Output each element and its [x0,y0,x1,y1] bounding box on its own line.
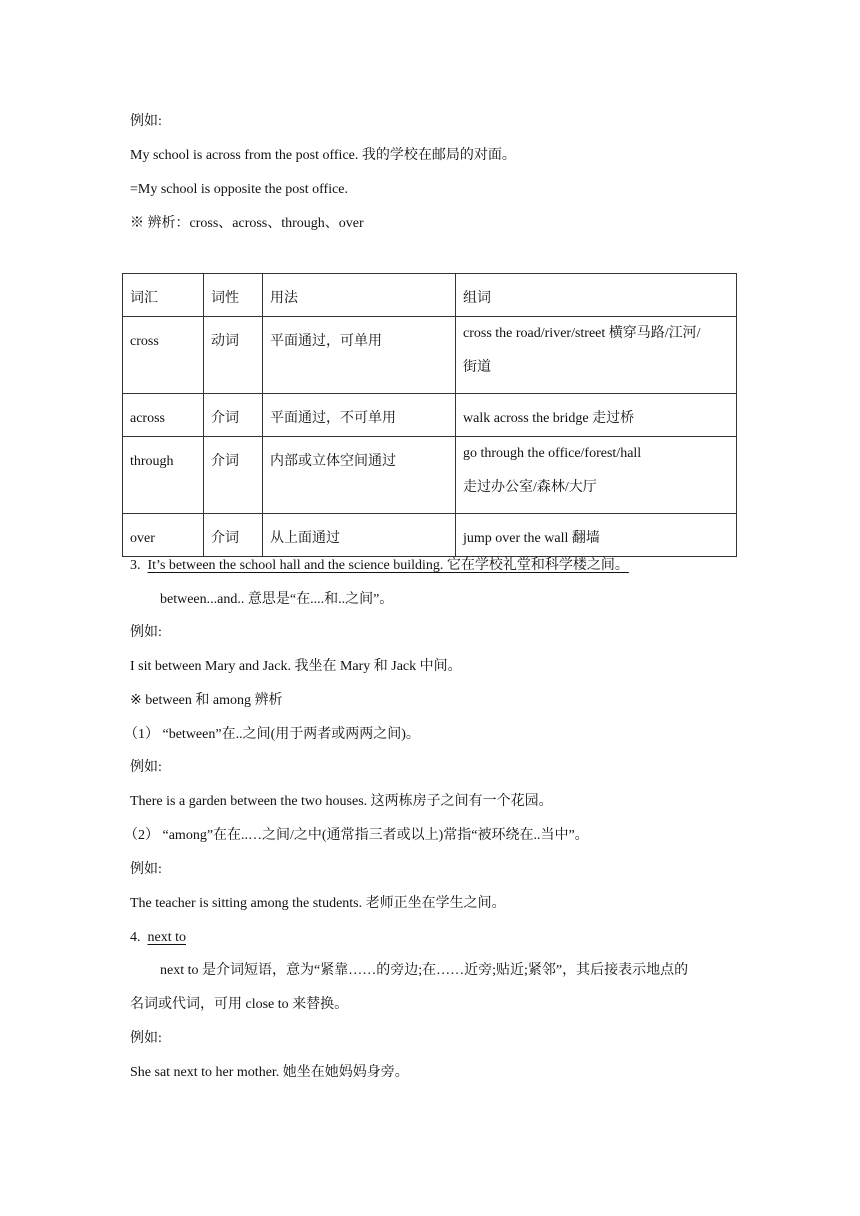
table-row [123,514,737,557]
table-cell-pos: 介词 [204,514,263,557]
point-item: （1） “between”在..之间(用于两者或两两之间)。 [124,727,420,742]
example-sentence: She sat next to her mother. 她坐在她妈妈身旁。 [130,1065,409,1080]
table-cell-phrase [456,437,737,514]
table-cell-pos: 介词 [204,394,263,437]
explanation: next to 是介词短语，意为“紧靠……的旁边;在……近旁;贴近;紧邻”，其后接表示地点的 [160,963,689,978]
table-cell-pos: 动词 [204,317,263,394]
phrase-line: cross the road/river/street 横穿马路/江河/ [463,326,701,341]
example-sentence: =My school is opposite the post office. [130,182,349,197]
phrase-line: go through the office/forest/hall [463,446,642,461]
table-cell-usage: 从上面通过 [263,514,456,557]
table-row [123,437,737,514]
point-item: （2） “among”在在..…之间/之中(通常指三者或以上)常指“被环绕在..当中”。 [124,828,589,843]
example-sentence: My school is across from the post office. 我的学校在邮局的对面。 [130,148,516,163]
table-cell-phrase [456,317,737,394]
example-label: 例如: [130,760,162,775]
table-cell-usage: 平面通过，可单用 [263,317,456,394]
example-label: 例如: [130,625,162,640]
section-number: 3. [130,558,141,573]
table-header-row [123,274,737,317]
table-header-cell: 词性 [204,274,263,317]
explanation: between...and.. 意思是“在....和..之间”。 [160,592,394,607]
table-header-cell: 组词 [456,274,737,317]
table-cell-pos: 介词 [204,437,263,514]
section-4-heading [130,929,190,947]
table-cell-word: cross [123,317,204,394]
table-row [123,317,737,394]
example-label: 例如: [130,114,162,129]
table-cell-word: across [123,394,204,437]
analysis-heading: ※ 辨析：cross、across、through、over [130,216,364,231]
example-label: 例如: [130,862,162,877]
table-header-cell: 用法 [263,274,456,317]
table-row [123,394,737,437]
analysis-heading: ※ between 和 among 辨析 [130,693,283,708]
section-title: next to [147,930,186,945]
example-sentence: I sit between Mary and Jack. 我坐在 Mary 和 Jack 中间。 [130,659,462,674]
table-cell-word: over [123,514,204,557]
section-title: It’s between the school hall and the science building. 它在学校礼堂和科学楼之间。 [147,558,629,573]
phrase-line: 走过办公室/森林/大厅 [463,480,597,495]
section-number: 4. [130,930,141,945]
example-sentence: The teacher is sitting among the students. 老师正坐在学生之间。 [130,896,506,911]
phrase-line: 街道 [463,360,491,375]
table-cell-phrase: walk across the bridge 走过桥 [456,394,737,437]
example-label: 例如: [130,1031,162,1046]
table-header-cell: 词汇 [123,274,204,317]
table-cell-phrase: jump over the wall 翻墙 [456,514,737,557]
table-cell-usage: 内部或立体空间通过 [263,437,456,514]
vocab-table [122,273,737,557]
table-cell-usage: 平面通过，不可单用 [263,394,456,437]
explanation: 名词或代词，可用 close to 来替换。 [130,997,349,1012]
section-3-heading [130,557,629,575]
example-sentence: There is a garden between the two houses. 这两栋房子之间有一个花园。 [130,794,553,809]
table-cell-word: through [123,437,204,514]
